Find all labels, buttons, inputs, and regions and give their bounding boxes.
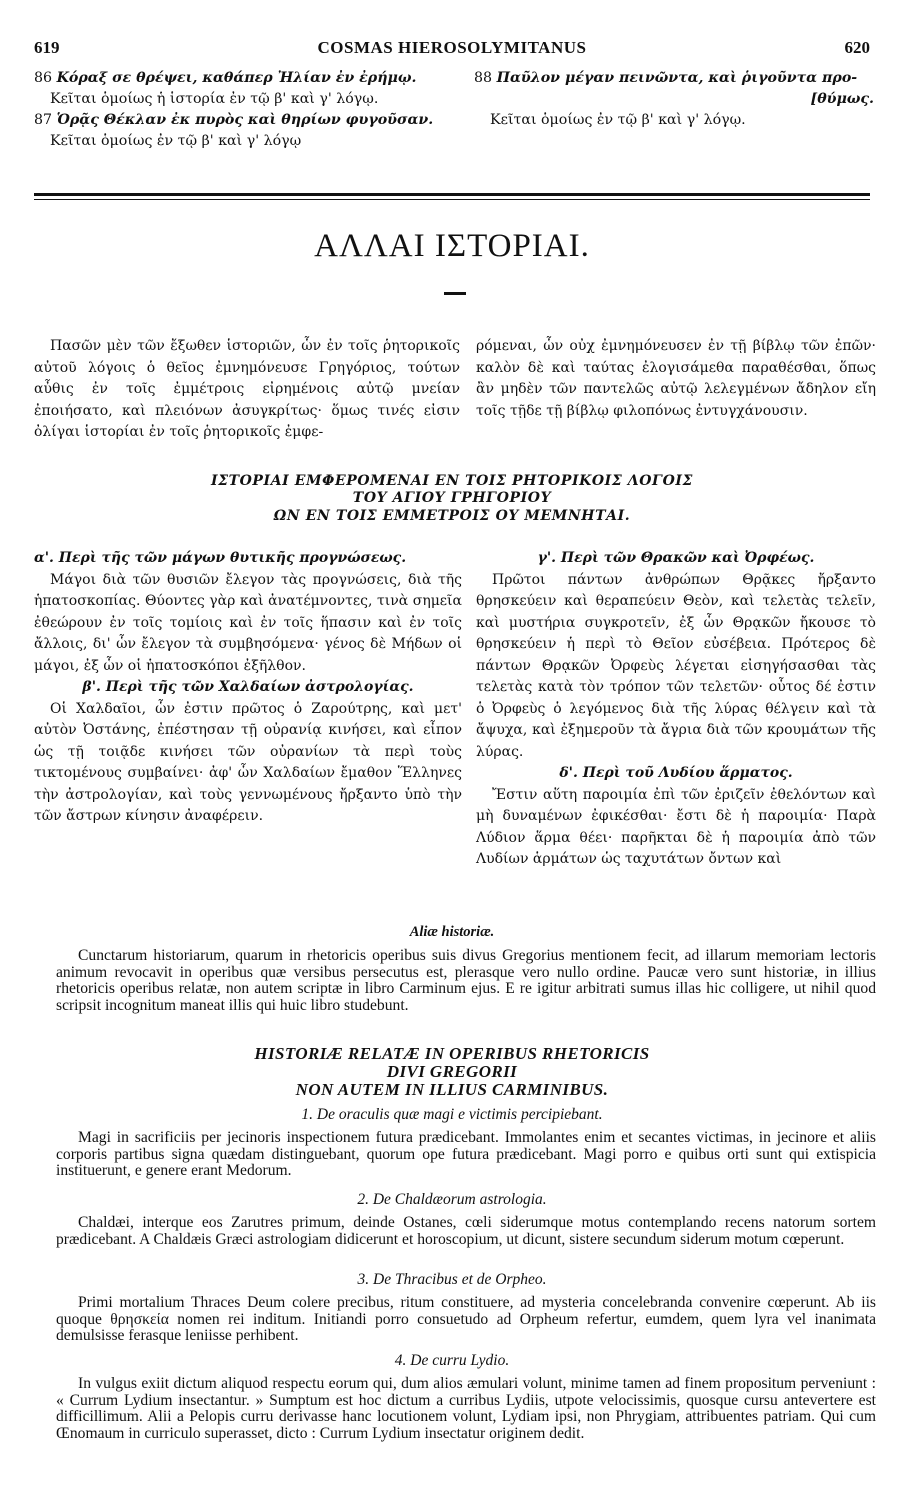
greek-section-a-title: α'. Περὶ τῆς τῶν μάγων θυτικῆς προγνώσεως. [34,550,407,566]
greek-section-a-text: Μάγοι διὰ τῶν θυσιῶν ἔλεγον τὰς προγνώσεις, διὰ τῆς ἡπατοσκοπίας. Θύοντες γὰρ καὶ ἀνατέμνοντες, τινὰ σημεῖα ἐθεώρουν ἐν τοῖς τομίοις καὶ ἐν τοῖς ἥπασιν καὶ ἐν τοῖς ἄλλοις, δι' ὧν ἔλεγον τὰ συμβησόμενα· γένος δὲ Μήδων οἱ μάγοι, ἐξ ὧν οἱ ἡπατοσκόποι ἐξῆλθον. [34,571,462,674]
latin-heading-line-3: NON AUTEM IN ILLIUS CARMINIBUS. [295,1080,609,1099]
page-number-right: 620 [844,38,870,57]
latin-heading-line-2: DIVI GREGORII [386,1062,518,1081]
greek-section-b-title: β'. Περὶ τῆς τῶν Χαλδαίων ἀστρολογίας. [82,679,414,695]
verse-88: 88 Παῦλον μέγαν πεινῶντα, καὶ ῥιγοῦντα προ- [474,70,858,86]
greek-section-c-text: Πρῶτοι πάντων ἀνθρώπων Θρᾷκες ἤρξαντο θρησκεύειν καὶ θεραπεύειν Θεὸν, καὶ τελετὰς τελεῖν, καὶ μυστήρια συγκροτεῖν, ἐξ ὧν Θρᾳκῶν ἤκουσε τὸ θρησκεύειν ἡ περὶ τὸ Θεῖον εὐσέβεια. Πρότερος δὲ πάντων Θρᾳκῶν Ὀρφεὺς λέγεται εἰσηγήσασθαι τὰς τελετὰς κατὰ τὸν τρόπον τῶν τελετῶν· οὗτος δέ ἐστιν ὁ Ὀρφεὺς ὁ λεγόμενος διὰ τῆς λύρας θέλγειν καὶ τὰ ἄψυχα, καὶ ἐξημεροῦν τὰ ἄγρια διὰ τῶν κρουμάτων τῆς λύρας. [476,571,876,760]
latin-title: Aliæ historiæ. [409,924,495,940]
running-title: COSMAS HIEROSOLYMITANUS [317,38,587,57]
top-left-column [34,68,459,152]
latin-section-3-title: 3. De Thracibus et de Orpheo. [357,1271,547,1288]
latin-section-4-text: In vulgus exiit dictum aliquod respectu eorum qui, dum alios æmulari volunt, minime tamen ad finem propositum perveniunt : « Currum Lydium insectantur. » Sumptum est hoc dictum a curribus Lydiis, utpote velocissimis, quosque cursu antevertere est difficillimum. Alii a Pelopis curru derivasse hanc locutionem volunt, Lydiam ipsi, non Phrygiam, attribuentes patriam. Qui cum Œnomaum in curriculo superasset, dicto : Currum Lydium insectatur originem dedit. [56,1375,876,1442]
greek-right-column [476,548,876,871]
section-title: ΑΛΛΑΙ ΙΣΤΟΡΙΑΙ. [314,228,590,264]
running-header [34,38,870,60]
page-number-left: 619 [34,38,60,57]
title-dash [444,292,466,295]
latin-intro: Cunctarum historiarum, quarum in rhetoricis operibus suis divus Gregorius mentionem fecit, ad illarum memoriam lectoris animum revocavit in operibus quæ versibus persecutus est, plerasque vero nullo ordine. Paucæ vero sunt historiæ, in illius rhetoricis operibus relatæ, non autem scriptæ in libro Carminum ejus. E re igitur arbitrati sumus illas hic colligere, ut nihil quod scripsit incognitum maneat illis qui huic libro studebunt. [56,947,876,1014]
latin-section-2-text: Chaldæi, interque eos Zarutres primum, deinde Ostanes, cœli siderumque motus contemplando recens natorum sortem prædicebant. A Chaldæis Græci astrologiam didicerunt et horoscopium, ut dicunt, sistere secundum siderum motum cœperunt. [56,1214,876,1248]
greek-section-d-text: Ἔστιν αὕτη παροιμία ἐπὶ τῶν ἐριζεῖν ἐθελόντων καὶ μὴ δυναμένων ἐφικέσθαι· ἔστι δὲ ἡ παροιμία· Παρὰ Λύδιον ἅρμα θέει· παρῆκται δὲ ἡ παροιμία ἀπὸ τῶν Λυδίων ἁρμάτων ὡς ταχυτάτων ὄντων καὶ [476,786,876,867]
verse-87: 87 Ὁρᾷς Θέκλαν ἐκ πυρὸς καὶ θηρίων φυγοῦσαν. [34,112,434,128]
divider-thin [34,199,870,200]
latin-heading-line-1: HISTORIÆ RELATÆ IN OPERIBUS RHETORICIS [254,1044,650,1063]
greek-heading-line-1: ΙΣΤΟΡΙΑΙ ΕΜΦΕΡΟΜΕΝΑΙ ΕΝ ΤΟΙΣ ΡΗΤΟΡΙΚΟΙΣ ΛΟΓΟΙΣ [210,473,694,489]
verse-88-cont: [θύμως. [810,91,874,107]
greek-section-d-title: δ'. Περὶ τοῦ Λυδίου ἅρματος. [559,765,793,781]
latin-section-3-text: Primi mortalium Thraces Deum colere precibus, ritum constituere, ad mysteria concelebranda convenire cœperunt. Ab iis quoque θρησκεία nomen rei inditum. Initiandi porro consuetudo ad Orpheum refertur, eumdem, quem lyra vel inanimata demulsisse ferasque leniisse perhibent. [56,1294,876,1344]
greek-left-column [34,548,462,828]
verse-88-note: Κεῖται ὁμοίως ἐν τῷ β' καὶ γ' λόγῳ. [490,112,746,128]
top-right-column [474,68,874,131]
latin-section-1-text: Magi in sacrificiis per jecinoris inspectionem futura prædicebant. Immolantes enim et secantes victimas, in jecinore et aliis corporis partibus signa quædam distinguebant, quorum ope futura prædicebant. Magi porro e quibus orti sunt qui extispicia instituerunt, e genere erant Medorum. [56,1129,876,1179]
greek-section-c-title: γ'. Περὶ τῶν Θρακῶν καὶ Ὀρφέως. [537,550,815,566]
verse-87-note: Κεῖται ὁμοίως ἐν τῷ β' καὶ γ' λόγῳ [50,133,302,149]
divider-thick [34,193,870,196]
latin-section-1-title: 1. De oraculis quæ magi e victimis percipiebant. [301,1106,603,1123]
latin-section-4-title: 4. De curru Lydio. [394,1352,510,1369]
latin-section-2-title: 2. De Chaldæorum astrologia. [357,1191,547,1208]
verse-86: 86 Κόραξ σε θρέψει, καθάπερ Ἠλίαν ἐν ἐρήμῳ. [34,70,417,86]
greek-section-b-text: Οἱ Χαλδαῖοι, ὧν ἐστιν πρῶτος ὁ Ζαρούτρης, καὶ μετ' αὐτὸν Ὀστάνης, ἐπέστησαν τῇ οὐρανίᾳ κινήσει, καὶ εἶπον ὡς τῇ τοιᾷδε κινήσει τῶν οὐρανίων τὰ περὶ τοὺς τικτομένους συμβαίνει· ἀφ' ὧν Χαλδαίων ἔμαθον Ἕλληνες τὴν ἀστρολογίαν, καὶ τοὺς γεννωμένους ἤρξαντο ὑπὸ τὴν τῶν ἄστρων κίνησιν ἀναφέρειν. [34,700,462,824]
verse-86-note: Κεῖται ὁμοίως ἡ ἱστορία ἐν τῷ β' καὶ γ' λόγῳ. [50,91,379,107]
greek-heading-line-2: ΤΟΥ ΑΓΙΟΥ ΓΡΗΓΟΡΙΟΥ [352,490,552,506]
greek-heading-line-3: ΩΝ ΕΝ ΤΟΙΣ ΕΜΜΕΤΡΟΙΣ ΟΥ ΜΕΜΝΗΤΑΙ. [273,508,631,524]
intro-right: ρόμεναι, ὧν οὐχ ἐμνημόνευσεν ἐν τῇ βίβλῳ τῶν ἐπῶν· καλὸν δὲ καὶ ταύτας ἐλογισάμεθα παραθέσθαι, ὅπως ἂν μηδὲν τῶν παντελῶς αὐτῷ λελεγμένων ἄδηλον εἴη τοῖς τῇδε τῇ βίβλῳ φιλοπόνως ἐντυγχάνουσιν. [476,338,876,419]
intro-left: Πασῶν μὲν τῶν ἔξωθεν ἱστοριῶν, ὧν ἐν τοῖς ῥητορικοῖς αὐτοῦ λόγοις ὁ θεῖος ἐμνημόνευσε Γρηγόριος, τούτων αὖθις ἐν τοῖς ἐμμέτροις εἰρημένοις αὐτῷ μνείαν ἐποιήσατο, καὶ πλειόνων ἀσυγκρίτως· ὅμως τινές εἰσιν ὀλίγαι ἱστορίαι ἐν τοῖς ῥητορικοῖς ἐμφε- [34,338,460,440]
